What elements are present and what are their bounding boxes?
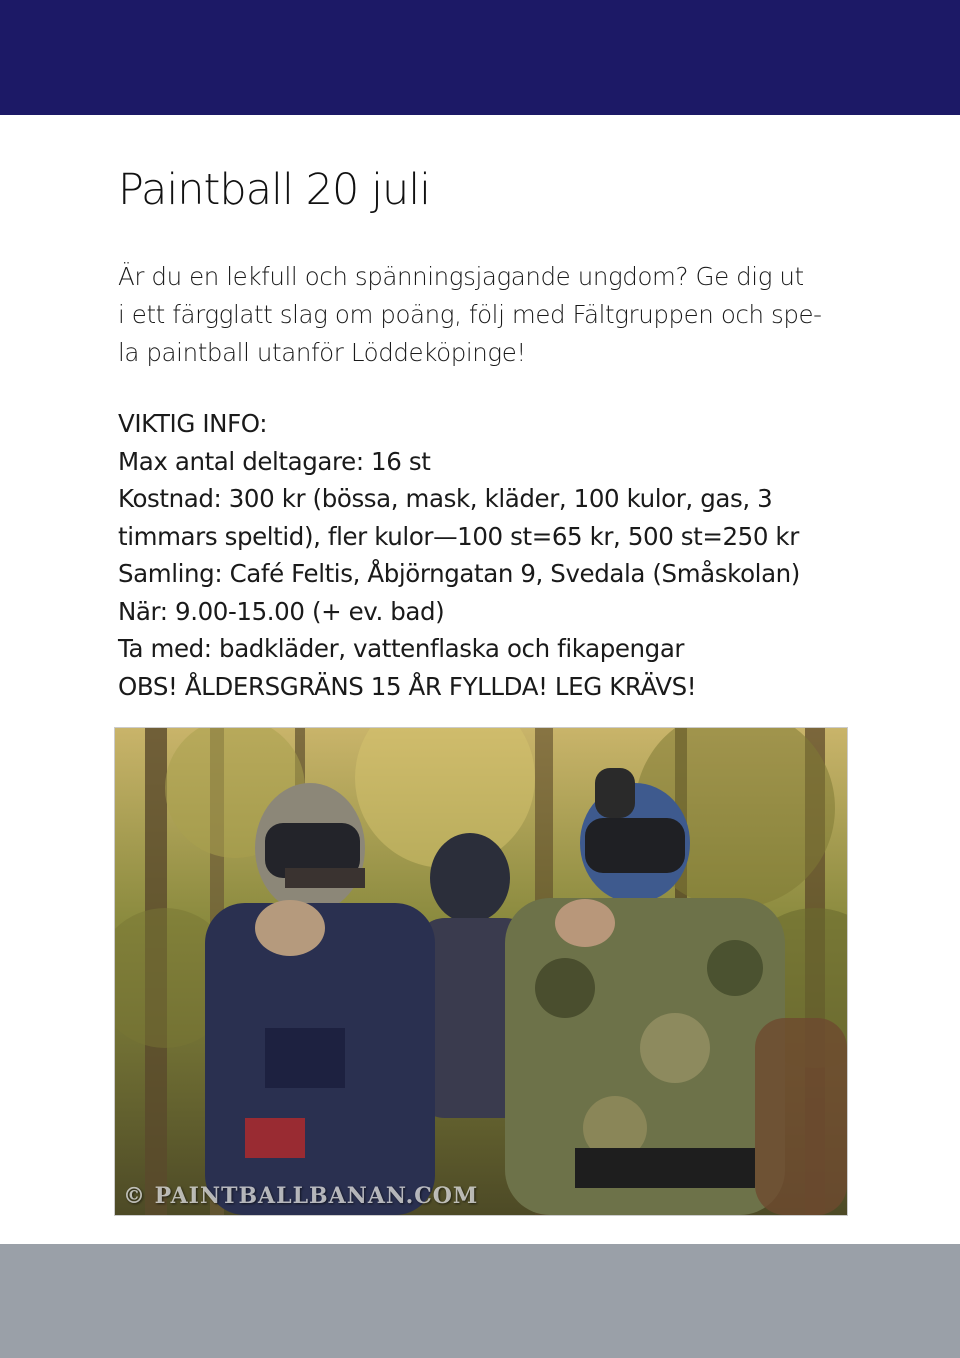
- info-line-age-limit: OBS! ÅLDERSGRÄNS 15 ÅR FYLLDA! LEG KRÄVS!: [118, 671, 697, 701]
- info-block: [118, 405, 858, 705]
- info-line-max-participants: Max antal deltagare: 16 st: [118, 446, 431, 476]
- photo-watermark: © PAINTBALLBANAN.COM: [123, 1183, 479, 1209]
- info-line-cost-cont: timmars speltid), fler kulor—100 st=65 kr, 500 st=250 kr: [118, 521, 799, 551]
- intro-line: la paintball utanför Löddeköpinge!: [118, 338, 526, 367]
- photo-illustration: [115, 728, 847, 1215]
- intro-paragraph: [118, 258, 848, 372]
- info-line-meeting-point: Samling: Café Feltis, Åbjörngatan 9, Svedala (Småskolan): [118, 559, 800, 588]
- paintball-photo: [114, 727, 848, 1216]
- info-line-time: När: 9.00-15.00 (+ ev. bad): [118, 596, 445, 626]
- intro-line: Är du en lekfull och spänningsjagande ungdom? Ge dig ut: [118, 262, 804, 291]
- info-line-cost: Kostnad: 300 kr (bössa, mask, kläder, 100 kulor, gas, 3: [118, 484, 773, 513]
- info-heading: VIKTIG INFO:: [118, 409, 268, 438]
- footer-band: [0, 1244, 960, 1358]
- header-band: [0, 0, 960, 115]
- info-line-bring: Ta med: badkläder, vattenflaska och fikapengar: [118, 634, 685, 663]
- page-title: Paintball 20 juli: [118, 165, 431, 215]
- intro-line: i ett färgglatt slag om poäng, följ med Fältgruppen och spe-: [118, 300, 822, 329]
